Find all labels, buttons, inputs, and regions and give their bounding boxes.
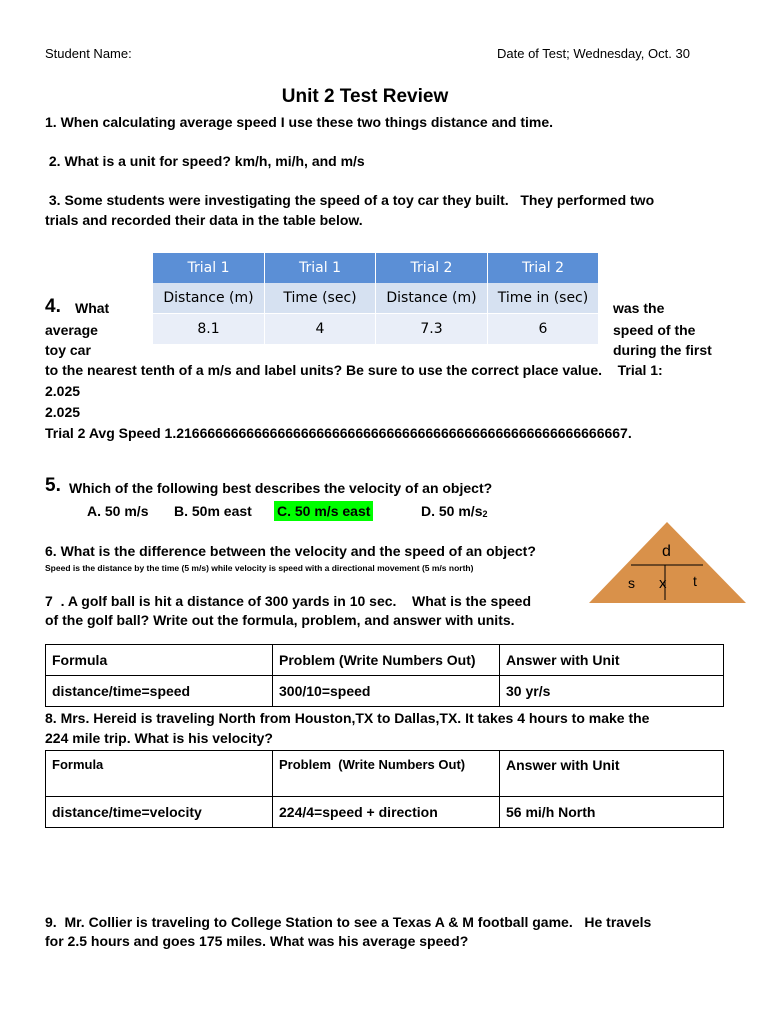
table-cell: 56 mi/h North: [500, 797, 724, 828]
triangle-shape: [589, 522, 746, 603]
question-7-line2: of the golf ball? Write out the formula, problem, and answer with units.: [45, 612, 515, 628]
table-cell: distance/time=velocity: [46, 797, 273, 828]
option-a: A. 50 m/s: [87, 503, 149, 519]
question-3-line1: 3. Some students were investigating the speed of a toy car they built. They performed two: [45, 192, 655, 208]
triangle-d: d: [662, 543, 671, 560]
table-cell: Time (sec): [265, 283, 376, 314]
question-4-answer: Trial 2 Avg Speed 1.2166666666666666666666666666666666666666666666666666666667.: [45, 425, 632, 441]
table-header: Formula: [46, 751, 273, 797]
test-date: Date of Test; Wednesday, Oct. 30: [497, 46, 690, 61]
question-4-answer: 2.025: [45, 383, 81, 399]
table-header: Answer with Unit: [500, 645, 724, 676]
table-cell: 4: [265, 314, 376, 345]
triangle-x: x: [659, 575, 667, 592]
question-6-text: 6. What is the difference between the velocity and the speed of an object?: [45, 543, 536, 559]
triangle-t: t: [693, 573, 697, 589]
option-d: [421, 501, 488, 524]
table-header: Formula: [46, 645, 273, 676]
table-header: Trial 2: [488, 253, 599, 283]
question-5-number: 5.: [45, 475, 61, 496]
question-8-table: [45, 750, 724, 828]
table-cell: Distance (m): [153, 283, 265, 314]
table-cell: 8.1: [153, 314, 265, 345]
triangle-s: s: [628, 575, 635, 591]
question-4-text: average: [45, 322, 98, 338]
question-4-text: What: [75, 300, 110, 316]
table-header: Trial 1: [265, 253, 376, 283]
question-8-line1: 8. Mrs. Hereid is traveling North from Houston,TX to Dallas,TX. It takes 4 hours to make the: [45, 710, 650, 726]
question-5-text: Which of the following best describes the velocity of an object?: [69, 480, 493, 496]
table-cell: Time in (sec): [488, 283, 599, 314]
question-4-text: speed of the: [613, 322, 696, 338]
question-4-answer: 2.025: [45, 404, 81, 420]
table-cell: Distance (m): [375, 283, 487, 314]
table-header: Trial 2: [375, 253, 487, 283]
trial-data-table: [153, 253, 599, 344]
speed-triangle-diagram: [589, 522, 746, 603]
table-header: Trial 1: [153, 253, 265, 283]
option-d-subscript: 2: [482, 509, 488, 519]
student-name-label: Student Name:: [45, 46, 132, 61]
table-cell: 224/4=speed + direction: [273, 797, 500, 828]
page-title: Unit 2 Test Review: [281, 86, 449, 107]
question-9-line1: 9. Mr. Collier is traveling to College Station to see a Texas A & M football game. He travels: [45, 914, 652, 930]
question-4-text: during the first: [613, 342, 712, 358]
table-cell: 6: [488, 314, 599, 345]
option-c-highlighted: C. 50 m/s east: [274, 501, 373, 521]
question-8-line2: 224 mile trip. What is his velocity?: [45, 730, 273, 746]
option-d-text: D. 50 m/s: [421, 503, 483, 519]
question-4-text: toy car: [45, 342, 91, 358]
table-cell: 30 yr/s: [500, 676, 724, 707]
table-cell: 300/10=speed: [273, 676, 500, 707]
question-4-text: was the: [613, 300, 665, 316]
option-b: B. 50m east: [174, 503, 252, 519]
table-cell: 7.3: [375, 314, 487, 345]
question-4-number: 4.: [45, 296, 61, 317]
question-7-line1: 7 . A golf ball is hit a distance of 300 yards in 10 sec. What is the speed: [45, 593, 532, 609]
question-4-text: to the nearest tenth of a m/s and label units? Be sure to use the correct place value. Trial 1:: [45, 362, 663, 378]
question-7-table: [45, 644, 724, 707]
question-1: 1. When calculating average speed I use these two things distance and time.: [45, 114, 554, 130]
table-cell: distance/time=speed: [46, 676, 273, 707]
table-header: Answer with Unit: [500, 751, 724, 797]
table-header: Problem (Write Numbers Out): [273, 751, 500, 797]
question-2: 2. What is a unit for speed? km/h, mi/h, and m/s: [45, 153, 365, 169]
question-9-line2: for 2.5 hours and goes 175 miles. What was his average speed?: [45, 933, 469, 949]
question-3-line2: trials and recorded their data in the table below.: [45, 212, 363, 228]
question-6-answer: Speed is the distance by the time (5 m/s) while velocity is speed with a directional movement (5 m/s north): [45, 563, 474, 573]
table-header: Problem (Write Numbers Out): [273, 645, 500, 676]
